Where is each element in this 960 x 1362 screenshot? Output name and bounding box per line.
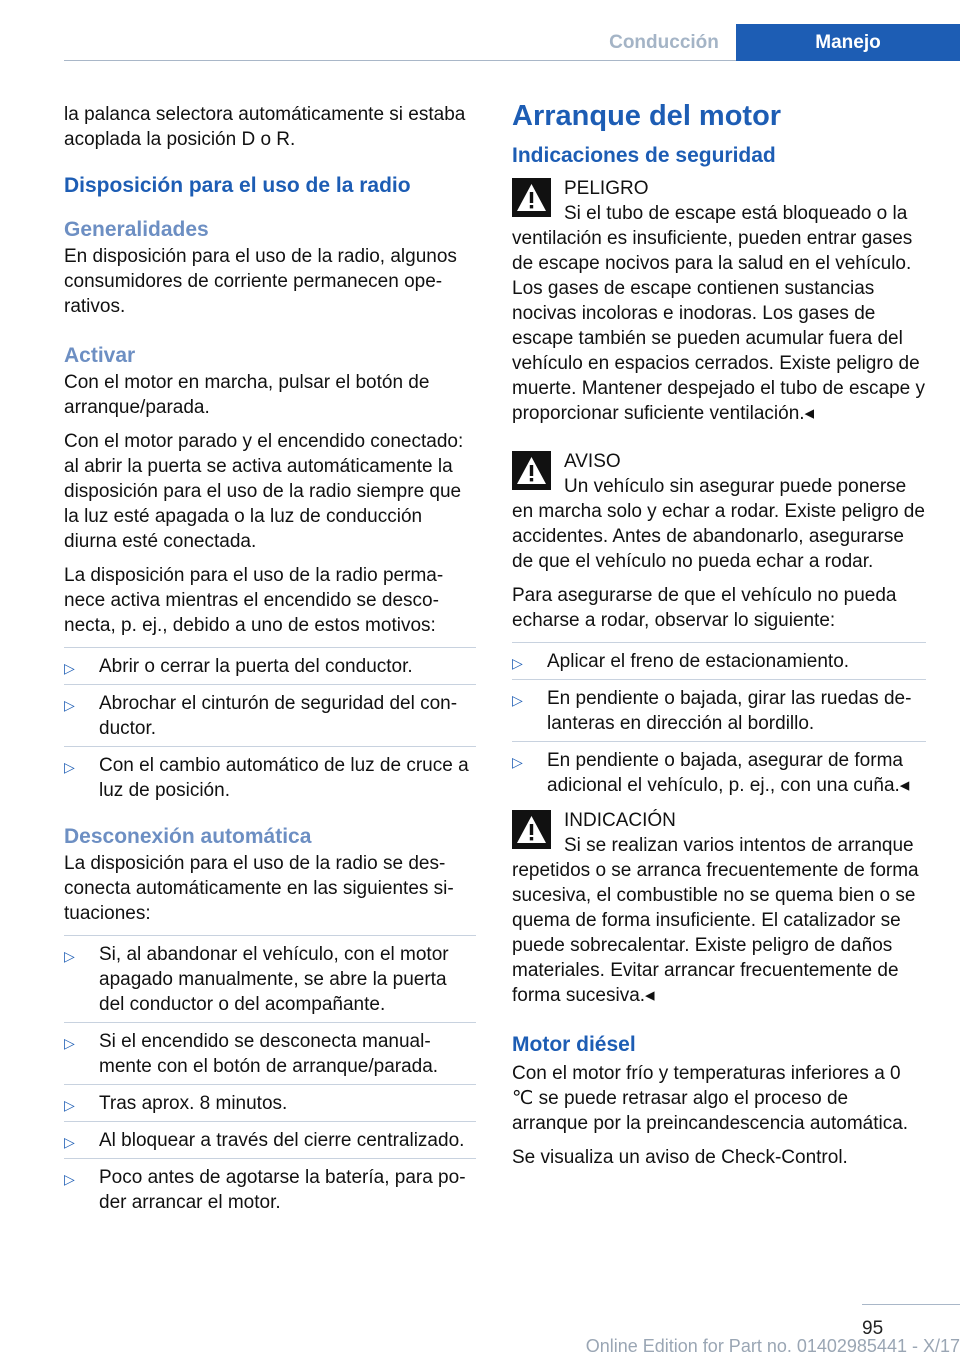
right-column bbox=[512, 102, 926, 1179]
warning-note bbox=[512, 808, 926, 1008]
warning-triangle-icon bbox=[512, 178, 551, 217]
list-item: ▷ Si, al abandonar el vehículo, con el motor apagado manualmente, se abre la puerta del conductor o del acompañante. bbox=[64, 944, 449, 1015]
warning-notice-first-line: Un vehículo sin asegurar puede ponerse bbox=[564, 476, 907, 497]
left-column bbox=[64, 102, 476, 1221]
list-divider bbox=[512, 741, 926, 742]
warning-danger-title: PELIGRO bbox=[564, 178, 649, 199]
list-item: ▷ En pendiente o bajada, asegurar de forma adicional el vehículo, p. ej., con una cuña.◂ bbox=[512, 750, 910, 796]
heading-activate: Activar bbox=[64, 344, 136, 367]
header-tab-section: Conducción bbox=[609, 31, 719, 53]
list-activate-reasons bbox=[64, 647, 476, 803]
warning-danger bbox=[512, 176, 926, 426]
warning-triangle-icon bbox=[512, 810, 551, 849]
list-divider bbox=[512, 679, 926, 680]
heading-general: Generalidades bbox=[64, 218, 209, 241]
warning-notice-text: en marcha solo y echar a rodar. Existe peligro de accidentes. Antes de abandonarlo, asegurarse de que el vehículo no pueda echar a rodar. bbox=[512, 501, 925, 572]
triangle-bullet-icon: ▷ bbox=[64, 697, 75, 713]
heading-engine-start: Arranque del motor bbox=[512, 100, 782, 132]
list-divider bbox=[64, 1084, 476, 1085]
triangle-bullet-icon: ▷ bbox=[512, 692, 523, 708]
list-divider bbox=[64, 1022, 476, 1023]
intro-paragraph: la palanca selectora automáticamente si estaba acoplada la posición D o R. bbox=[64, 104, 466, 150]
triangle-bullet-icon: ▷ bbox=[64, 1097, 75, 1113]
list-item: ▷ Si el encendido se desconecta manualmente con el botón de arranque/parada. bbox=[64, 1031, 439, 1077]
warning-triangle-icon bbox=[512, 451, 551, 490]
list-divider bbox=[64, 684, 476, 685]
triangle-bullet-icon: ▷ bbox=[512, 754, 523, 770]
list-divider bbox=[64, 1121, 476, 1122]
header-tab-active: Manejo bbox=[736, 24, 960, 61]
page-number: 95 bbox=[862, 1318, 884, 1339]
list-item: ▷ Al bloquear a través del cierre centralizado. bbox=[64, 1128, 476, 1153]
triangle-bullet-icon: ▷ bbox=[64, 948, 75, 964]
list-secure-steps bbox=[512, 642, 926, 798]
paragraph-activate-3: La disposición para el uso de la radio permanece activa mientras el encendido se desconecta, p. ej., debido a uno de estos motivos: bbox=[64, 565, 444, 636]
warning-note-first-line: Si se realizan varios intentos de arranque bbox=[564, 835, 914, 856]
heading-radio-readiness: Disposición para el uso de la radio bbox=[64, 174, 411, 197]
warning-notice bbox=[512, 449, 926, 574]
list-item: ▷ Aplicar el freno de estacionamiento. bbox=[512, 649, 926, 674]
triangle-bullet-icon: ▷ bbox=[64, 759, 75, 775]
list-divider bbox=[64, 647, 476, 648]
paragraph-activate-1: Con el motor en marcha, pulsar el botón de arranque/parada. bbox=[64, 372, 430, 418]
triangle-bullet-icon: ▷ bbox=[512, 655, 523, 671]
triangle-bullet-icon: ▷ bbox=[64, 1035, 75, 1051]
list-divider bbox=[64, 1158, 476, 1159]
list-item: ▷ Abrir o cerrar la puerta del conductor. bbox=[64, 654, 476, 679]
list-divider bbox=[64, 935, 476, 936]
list-item: ▷ Abrochar el cinturón de seguridad del conductor. bbox=[64, 693, 458, 739]
warning-danger-text: ventilación es insuficiente, pueden entrar gases de escape nocivos para la salud en el vehículo. Los gases de escape contienen sustancias nocivas incoloras e inodoras. Los gases de escape también se pueden acumular fuera del vehículo en espacios cerrados. Existe peligro de muerte. Mantener despejado el tubo de escape y proporcionar suficiente ventilación.◂ bbox=[512, 228, 925, 424]
triangle-bullet-icon: ▷ bbox=[64, 1134, 75, 1150]
list-item: ▷ Poco antes de agotarse la batería, para poder arrancar el motor. bbox=[64, 1167, 466, 1213]
warning-danger-first-line: Si el tubo de escape está bloqueado o la bbox=[564, 203, 908, 224]
paragraph-secure-vehicle: Para asegurarse de que el vehículo no pueda echarse a rodar, observar lo siguiente: bbox=[512, 585, 897, 631]
paragraph-activate-2: Con el motor parado y el encendido conectado: al abrir la puerta se activa automáticamente la disposición para el uso de la radio siempre que la luz esté apagada o la luz de conducción diurna esté conectada. bbox=[64, 431, 464, 552]
heading-auto-off: Desconexión automática bbox=[64, 825, 312, 848]
triangle-bullet-icon: ▷ bbox=[64, 1171, 75, 1187]
list-divider bbox=[64, 746, 476, 747]
warning-notice-title: AVISO bbox=[564, 451, 621, 472]
footer-rule bbox=[862, 1304, 960, 1305]
triangle-bullet-icon: ▷ bbox=[64, 660, 75, 676]
list-divider bbox=[512, 642, 926, 643]
paragraph-general: En disposición para el uso de la radio, algunos consumidores de corriente permanecen operativos. bbox=[64, 246, 457, 317]
edition-note: Online Edition for Part no. 01402985441 - X/17 bbox=[585, 1336, 960, 1356]
list-item: ▷ Con el cambio automático de luz de cruce a luz de posición. bbox=[64, 755, 469, 801]
warning-note-text: repetidos o se arranca frecuentemente de forma sucesiva, el combustible no se quema bien o se quema de forma insuficiente. El catalizador se puede sobrecalentar. Existe peligro de daños materiales. Evitar arrancar frecuentemente de forma sucesiva.◂ bbox=[512, 860, 919, 1006]
paragraph-diesel-1: Con el motor frío y temperaturas inferiores a 0 ℃ se puede retrasar algo el proceso de arranque por la preincandescencia automática. bbox=[512, 1063, 909, 1134]
warning-note-title: INDICACIÓN bbox=[564, 810, 676, 831]
heading-safety-notes: Indicaciones de seguridad bbox=[512, 144, 776, 167]
list-item: ▷ Tras aprox. 8 minutos. bbox=[64, 1091, 476, 1116]
heading-diesel-engine: Motor diésel bbox=[512, 1033, 636, 1056]
paragraph-diesel-2: Se visualiza un aviso de Check-Control. bbox=[512, 1147, 848, 1168]
paragraph-auto-off: La disposición para el uso de la radio se desconecta automáticamente en las siguientes situaciones: bbox=[64, 853, 454, 924]
list-auto-off-situations bbox=[64, 935, 476, 1215]
list-item: ▷ En pendiente o bajada, girar las ruedas delanteras en dirección al bordillo. bbox=[512, 688, 912, 734]
